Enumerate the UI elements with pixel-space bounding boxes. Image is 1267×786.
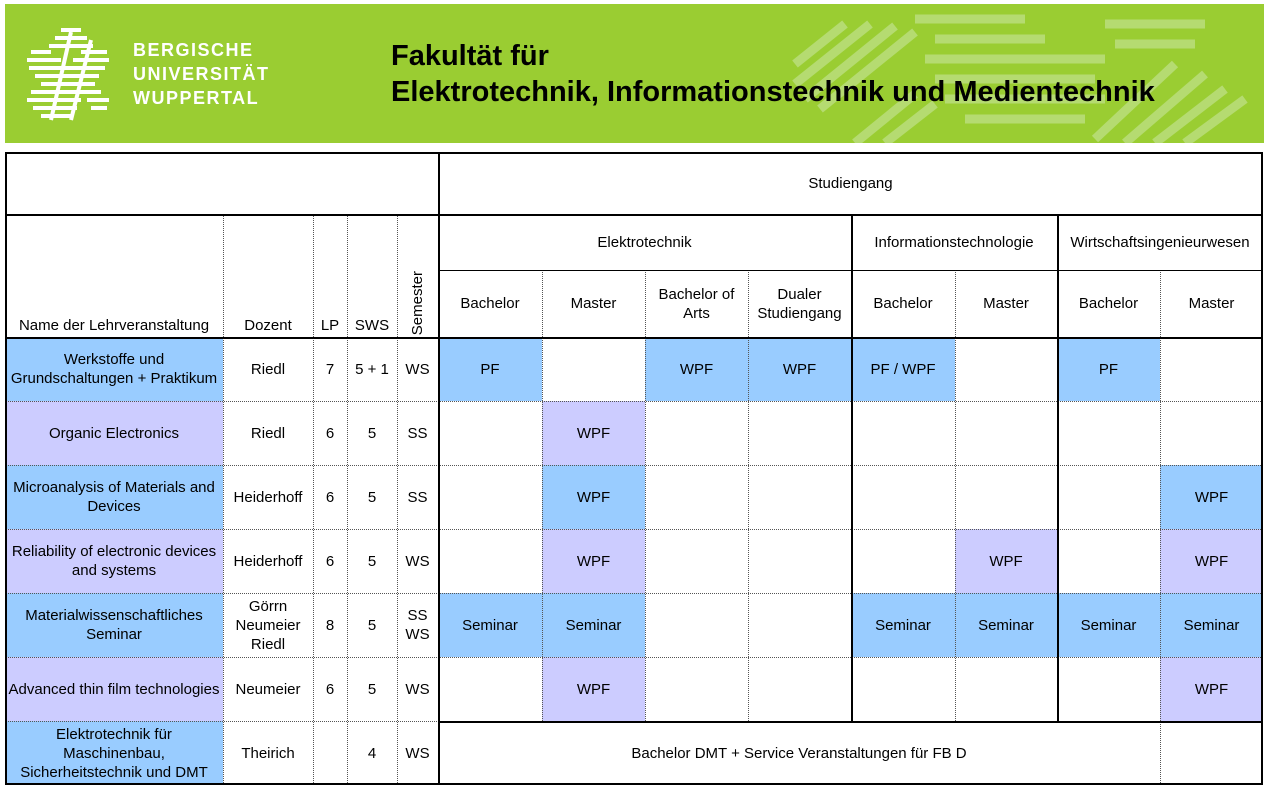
status-wi-master bbox=[1160, 529, 1263, 593]
group-wirtschaftsingenieurwesen-text: Wirtschaftsingenieurwesen bbox=[1070, 233, 1250, 251]
course-lecturer bbox=[223, 465, 313, 529]
course-name bbox=[5, 465, 223, 529]
group-elektrotechnik bbox=[438, 214, 851, 270]
grid-line bbox=[347, 214, 348, 785]
course-semester bbox=[397, 529, 438, 593]
status-it-bachelor bbox=[851, 465, 955, 529]
course-sws-text: 5 + 1 bbox=[355, 360, 389, 378]
course-credits bbox=[313, 401, 347, 465]
status-et-dual bbox=[748, 337, 851, 401]
status-et-master bbox=[542, 337, 645, 401]
status-et-master-text: WPF bbox=[576, 488, 611, 506]
course-semester-text: SS bbox=[407, 424, 428, 442]
column-header-lp bbox=[313, 214, 347, 337]
course-sws-text: 5 bbox=[367, 680, 377, 698]
course-credits-text: 6 bbox=[325, 488, 335, 506]
status-wi-bachelor-text: PF bbox=[1098, 360, 1119, 378]
status-et-dual bbox=[748, 401, 851, 465]
course-semester-text: WS bbox=[405, 552, 430, 570]
course-name-text: Reliability of electronic devices and systems bbox=[11, 543, 217, 579]
column-header-wi-bachelor-text: Bachelor bbox=[1078, 295, 1139, 312]
status-et-bachelor bbox=[438, 529, 542, 593]
column-header-it-master-text: Master bbox=[983, 295, 1029, 312]
faculty-title-line-2: Elektrotechnik, Informationstechnik und Medientechnik bbox=[391, 76, 1155, 108]
grid-line bbox=[5, 401, 1263, 402]
status-wi-bachelor bbox=[1057, 657, 1160, 721]
course-lecturer-text: Heiderhoff bbox=[233, 552, 303, 570]
column-header-semester bbox=[397, 214, 438, 337]
course-credits-text: 6 bbox=[325, 680, 335, 698]
studiengang-header-text: Studiengang bbox=[808, 174, 893, 192]
empty-cell bbox=[1160, 721, 1263, 785]
column-header-name-text: Name der Lehrveranstaltung bbox=[18, 317, 210, 334]
course-name-text: Werkstoffe und Grundschaltungen + Praktikum bbox=[10, 351, 218, 387]
status-it-bachelor bbox=[851, 593, 955, 657]
column-header-et-master bbox=[542, 270, 645, 337]
status-it-bachelor bbox=[851, 337, 955, 401]
column-header-it-bachelor-text: Bachelor bbox=[873, 295, 933, 312]
course-credits-text: 8 bbox=[325, 616, 335, 634]
grid-line bbox=[5, 465, 1263, 466]
group-informationstechnologie-text: Informationstechnologie bbox=[874, 233, 1034, 251]
status-et-bachelor bbox=[438, 465, 542, 529]
column-header-et-master-text: Master bbox=[570, 295, 617, 312]
status-et-dual bbox=[748, 657, 851, 721]
course-credits-text: 7 bbox=[325, 360, 335, 378]
course-lecturer bbox=[223, 337, 313, 401]
status-et-bachelor bbox=[438, 401, 542, 465]
course-lecturer bbox=[223, 593, 313, 657]
status-et-dual bbox=[748, 593, 851, 657]
course-lecturer-text: Theirich bbox=[241, 744, 295, 762]
course-sws-text: 4 bbox=[367, 744, 377, 762]
table-left-border bbox=[5, 152, 7, 785]
grid-line bbox=[5, 529, 1263, 530]
course-lecturer-text: Riedl bbox=[250, 360, 286, 378]
status-it-master bbox=[955, 593, 1057, 657]
course-semester bbox=[397, 721, 438, 785]
group-elektrotechnik-text: Elektrotechnik bbox=[597, 233, 692, 251]
column-header-it-bachelor bbox=[851, 270, 955, 337]
column-header-name bbox=[5, 214, 223, 337]
course-semester-text: WS bbox=[405, 744, 430, 762]
column-header-lp-text: LP bbox=[320, 317, 340, 334]
status-et-ba_arts bbox=[645, 593, 748, 657]
status-wi-master bbox=[1160, 465, 1263, 529]
university-line-2: UNIVERSITÄT bbox=[133, 64, 270, 84]
status-it-bachelor-text: Seminar bbox=[875, 616, 931, 634]
status-it-master bbox=[955, 337, 1057, 401]
course-lecturer bbox=[223, 657, 313, 721]
status-et-master-text: WPF bbox=[576, 680, 611, 698]
group-wirtschaftsingenieurwesen bbox=[1057, 214, 1263, 270]
course-sws bbox=[347, 465, 397, 529]
course-sws-text: 5 bbox=[367, 616, 377, 634]
column-header-sws bbox=[347, 214, 397, 337]
status-et-master-text: WPF bbox=[576, 552, 611, 570]
table-top-border bbox=[5, 152, 1263, 154]
service-courses-note bbox=[438, 721, 1160, 785]
status-et-master-text: WPF bbox=[576, 424, 611, 442]
column-header-semester-text: Semester bbox=[409, 270, 426, 335]
faculty-title bbox=[391, 38, 1155, 110]
status-et-bachelor bbox=[438, 593, 542, 657]
status-it-bachelor bbox=[851, 401, 955, 465]
status-wi-bachelor-text: Seminar bbox=[1080, 616, 1137, 634]
course-name-text: Advanced thin film technologies bbox=[8, 680, 220, 698]
column-header-it-master bbox=[955, 270, 1057, 337]
grid-line bbox=[5, 593, 1263, 594]
status-it-bachelor bbox=[851, 529, 955, 593]
status-wi-bachelor bbox=[1057, 337, 1160, 401]
university-line-1: BERGISCHE bbox=[133, 40, 254, 60]
course-semester-text: WS bbox=[405, 360, 430, 378]
status-it-master-text: Seminar bbox=[978, 616, 1034, 634]
grid-line bbox=[851, 214, 853, 721]
course-semester-text: SS bbox=[407, 488, 428, 506]
status-et-master bbox=[542, 465, 645, 529]
status-et-ba_arts bbox=[645, 465, 748, 529]
column-header-dozent bbox=[223, 214, 313, 337]
status-et-bachelor bbox=[438, 657, 542, 721]
status-wi-master-text: WPF bbox=[1194, 680, 1229, 698]
status-it-bachelor bbox=[851, 657, 955, 721]
status-wi-bachelor bbox=[1057, 465, 1160, 529]
grid-line bbox=[5, 214, 1263, 216]
course-sws bbox=[347, 337, 397, 401]
status-it-master bbox=[955, 657, 1057, 721]
course-lecturer bbox=[223, 401, 313, 465]
course-name-text: Organic Electronics bbox=[48, 424, 180, 442]
course-credits-text: 6 bbox=[325, 552, 335, 570]
status-wi-master bbox=[1160, 337, 1263, 401]
grid-line bbox=[438, 152, 440, 785]
status-it-master bbox=[955, 401, 1057, 465]
status-et-master-text: Seminar bbox=[565, 616, 622, 634]
column-header-wi-master bbox=[1160, 270, 1263, 337]
course-credits bbox=[313, 657, 347, 721]
table-right-border bbox=[1261, 152, 1263, 785]
course-name bbox=[5, 593, 223, 657]
grid-line bbox=[5, 337, 1263, 339]
course-lecturer bbox=[223, 529, 313, 593]
course-sws-text: 5 bbox=[367, 424, 377, 442]
course-name bbox=[5, 337, 223, 401]
grid-line bbox=[5, 657, 1263, 658]
course-credits bbox=[313, 337, 347, 401]
status-wi-master bbox=[1160, 657, 1263, 721]
course-credits bbox=[313, 465, 347, 529]
course-credits-text: 6 bbox=[325, 424, 335, 442]
course-semester bbox=[397, 657, 438, 721]
status-et-ba_arts-text: WPF bbox=[679, 360, 714, 378]
grid-line bbox=[397, 214, 398, 785]
status-et-ba_arts bbox=[645, 657, 748, 721]
status-et-master bbox=[542, 529, 645, 593]
course-semester-text: WS bbox=[405, 680, 430, 698]
studiengang-header bbox=[438, 152, 1263, 214]
course-semester bbox=[397, 401, 438, 465]
course-semester bbox=[397, 337, 438, 401]
course-sws-text: 5 bbox=[367, 488, 377, 506]
status-it-master-text: WPF bbox=[989, 552, 1023, 570]
course-credits bbox=[313, 721, 347, 785]
lion-logo-icon bbox=[21, 26, 113, 124]
status-et-bachelor bbox=[438, 337, 542, 401]
course-semester-text: SS WS bbox=[405, 607, 430, 643]
university-name bbox=[133, 38, 270, 110]
status-et-bachelor-text: PF bbox=[480, 360, 500, 378]
course-name-text: Elektrotechnik für Maschinenbau, Sicherheitstechnik und DMT bbox=[20, 725, 208, 781]
course-semester bbox=[397, 465, 438, 529]
course-semester bbox=[397, 593, 438, 657]
column-header-et-dual-text: Dualer Studiengang bbox=[757, 285, 842, 322]
status-wi-master-text: Seminar bbox=[1183, 616, 1240, 634]
status-it-master bbox=[955, 529, 1057, 593]
status-et-bachelor-text: Seminar bbox=[462, 616, 518, 634]
status-et-master bbox=[542, 657, 645, 721]
column-header-et-ba_arts-text: Bachelor of Arts bbox=[658, 285, 735, 322]
group-informationstechnologie bbox=[851, 214, 1057, 270]
course-lecturer-text: Riedl bbox=[250, 424, 286, 442]
course-sws bbox=[347, 721, 397, 785]
status-et-dual-text: WPF bbox=[782, 360, 817, 378]
column-header-dozent-text: Dozent bbox=[244, 317, 292, 334]
status-et-ba_arts bbox=[645, 401, 748, 465]
column-header-wi-master-text: Master bbox=[1188, 295, 1235, 312]
course-name bbox=[5, 657, 223, 721]
service-courses-note-text: Bachelor DMT + Service Veranstaltungen für FB D bbox=[631, 744, 967, 762]
status-wi-master-text: WPF bbox=[1194, 552, 1229, 570]
column-header-sws-text: SWS bbox=[354, 317, 390, 334]
column-header-wi-bachelor bbox=[1057, 270, 1160, 337]
faculty-title-line-1: Fakultät für bbox=[391, 40, 549, 72]
status-et-dual bbox=[748, 529, 851, 593]
course-lecturer-text: Heiderhoff bbox=[233, 488, 303, 506]
column-header-et-ba_arts bbox=[645, 270, 748, 337]
course-lecturer-text: Görrn Neumeier Riedl bbox=[235, 597, 301, 653]
course-name-text: Materialwissenschaftliches Seminar bbox=[25, 607, 203, 643]
course-credits bbox=[313, 529, 347, 593]
status-et-ba_arts bbox=[645, 337, 748, 401]
status-wi-bachelor bbox=[1057, 529, 1160, 593]
university-line-3: WUPPERTAL bbox=[133, 88, 260, 108]
column-header-et-bachelor-text: Bachelor bbox=[460, 295, 520, 312]
status-wi-master bbox=[1160, 401, 1263, 465]
grid-line bbox=[1057, 214, 1059, 721]
course-lecturer-text: Neumeier bbox=[235, 680, 301, 698]
column-header-et-dual bbox=[748, 270, 851, 337]
status-wi-master-text: WPF bbox=[1194, 488, 1229, 506]
status-et-dual bbox=[748, 465, 851, 529]
grid-line bbox=[313, 214, 314, 785]
status-it-bachelor-text: PF / WPF bbox=[870, 360, 936, 378]
course-name bbox=[5, 529, 223, 593]
status-et-ba_arts bbox=[645, 529, 748, 593]
course-table bbox=[5, 152, 1265, 786]
course-name-text: Microanalysis of Materials and Devices bbox=[13, 479, 215, 515]
course-sws bbox=[347, 593, 397, 657]
grid-line bbox=[1160, 721, 1161, 785]
status-wi-master bbox=[1160, 593, 1263, 657]
table-bottom-border bbox=[5, 783, 1263, 785]
course-sws bbox=[347, 401, 397, 465]
course-lecturer bbox=[223, 721, 313, 785]
course-sws-text: 5 bbox=[367, 552, 377, 570]
course-credits bbox=[313, 593, 347, 657]
faculty-header bbox=[5, 4, 1264, 143]
status-et-master bbox=[542, 401, 645, 465]
course-name bbox=[5, 401, 223, 465]
grid-line bbox=[223, 214, 224, 785]
course-sws bbox=[347, 657, 397, 721]
column-header-et-bachelor bbox=[438, 270, 542, 337]
status-wi-bachelor bbox=[1057, 593, 1160, 657]
course-name bbox=[5, 721, 223, 785]
status-et-master bbox=[542, 593, 645, 657]
course-sws bbox=[347, 529, 397, 593]
status-wi-bachelor bbox=[1057, 401, 1160, 465]
grid-line bbox=[438, 721, 1263, 723]
status-it-master bbox=[955, 465, 1057, 529]
